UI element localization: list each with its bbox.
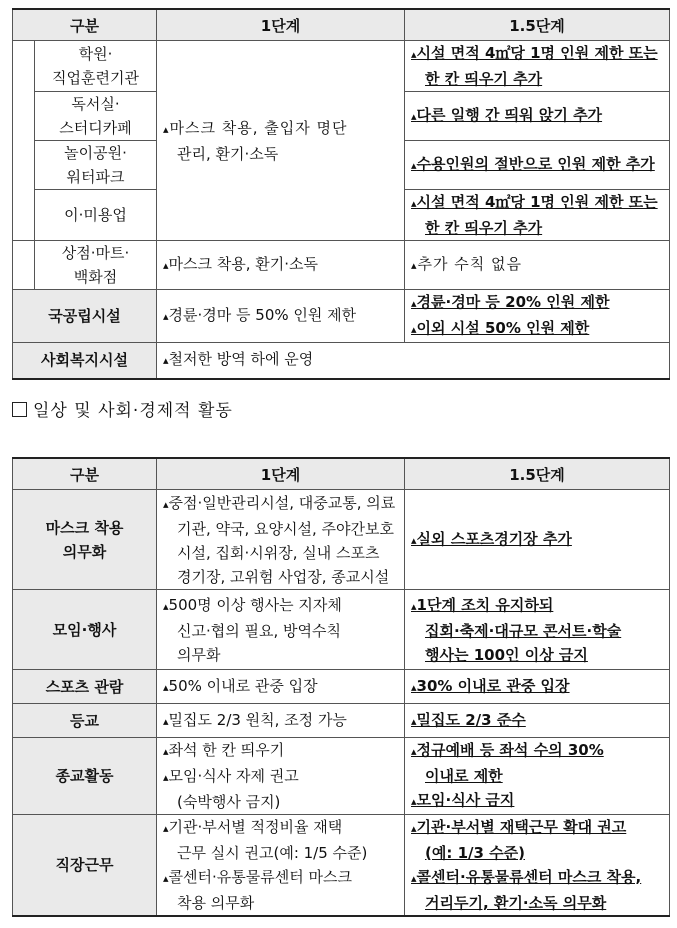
stage-1-5-cell: ▴ 실외 스포츠경기장 추가 bbox=[405, 490, 670, 590]
facility-label: 놀이공원· 워터파크 bbox=[35, 141, 157, 190]
stage-1-5-cell: ▴ 경륜·경마 등 20% 인원 제한 ▴ 이외 시설 50% 인원 제한 bbox=[405, 290, 670, 343]
table-row bbox=[13, 290, 670, 343]
stage-1-5-cell: ▴ 밀집도 2/3 준수 bbox=[405, 704, 670, 738]
facility-label: 학원· 직업훈련기관 bbox=[35, 41, 157, 92]
table-row bbox=[13, 815, 670, 917]
table-row bbox=[13, 343, 670, 379]
stage-1-cell: ▴ 50% 이내로 관중 입장 bbox=[157, 670, 405, 704]
stage-1-5-cell: ▴ 1단계 조치 유지하되 집회·축제·대규모 콘서트·학술 행사는 100인 이상 금지 bbox=[405, 590, 670, 670]
category-label: 마스크 착용 의무화 bbox=[13, 490, 157, 590]
category-label: 스포츠 관람 bbox=[13, 670, 157, 704]
table-row bbox=[13, 738, 670, 815]
facility-label: 상점·마트· 백화점 bbox=[35, 241, 157, 290]
header-stage-1-5: 1.5단계 bbox=[405, 458, 670, 490]
category-label: 직장근무 bbox=[13, 815, 157, 917]
group-stage-1: ▴ 마스크 착용, 출입자 명단 관리, 환기·소독 bbox=[157, 41, 405, 241]
stage-1-cell: ▴ 중점·일반관리시설, 대중교통, 의료 기관, 약국, 요양시설, 주야간보호 시설, 집회·시위장, 실내 스포츠 경기장, 고위험 사업장, 종교시설 bbox=[157, 490, 405, 590]
table-row bbox=[13, 490, 670, 590]
stage-1-cell: ▴ 마스크 착용, 환기·소독 bbox=[157, 241, 405, 290]
stage-1-5-cell: ▴ 정규예배 등 좌석 수의 30% 이내로 제한 ▴ 모임·식사 금지 bbox=[405, 738, 670, 815]
row-spacer bbox=[13, 41, 35, 241]
table-row bbox=[13, 41, 670, 92]
header-stage-1: 1단계 bbox=[157, 458, 405, 490]
header-category: 구분 bbox=[13, 458, 157, 490]
table-row bbox=[13, 670, 670, 704]
stage-1-5-cell: ▴ 추가 수칙 없음 bbox=[405, 241, 670, 290]
stage-1-5-cell: ▴ 기관·부서별 재택근무 확대 권고 (예: 1/3 수준) ▴ 콜센터·유통물류센터 마스크 착용, 거리두기, 환기·소독 의무화 bbox=[405, 815, 670, 917]
category-label: 국공립시설 bbox=[13, 290, 157, 343]
section-heading: 일상 및 사회·경제적 활동 bbox=[12, 398, 233, 424]
checkbox-square-icon bbox=[12, 402, 27, 417]
stage-1-cell: ▴ 경륜·경마 등 50% 인원 제한 bbox=[157, 290, 405, 343]
category-label: 종교활동 bbox=[13, 738, 157, 815]
category-label: 모임·행사 bbox=[13, 590, 157, 670]
stage-1-5-cell: ▴ 시설 면적 4㎡당 1명 인원 제한 또는 한 칸 띄우기 추가 bbox=[405, 190, 670, 241]
stage-1-5-cell: ▴ 수용인원의 절반으로 인원 제한 추가 bbox=[405, 141, 670, 190]
table-row bbox=[13, 704, 670, 738]
header-stage-1: 1단계 bbox=[157, 9, 405, 41]
stage-1-cell: ▴ 밀집도 2/3 원칙, 조정 가능 bbox=[157, 704, 405, 738]
category-label: 사회복지시설 bbox=[13, 343, 157, 379]
header-stage-1-5: 1.5단계 bbox=[405, 9, 670, 41]
stage-1-cell: ▴ 500명 이상 행사는 지자체 신고·협의 필요, 방역수칙 의무화 bbox=[157, 590, 405, 670]
stage-1-cell: ▴ 좌석 한 칸 띄우기 ▴ 모임·식사 자제 권고 (숙박행사 금지) bbox=[157, 738, 405, 815]
row-spacer bbox=[13, 241, 35, 290]
facility-rules-table bbox=[12, 8, 670, 380]
facility-label: 이·미용업 bbox=[35, 190, 157, 241]
stage-1-cell: ▴ 철저한 방역 하에 운영 bbox=[157, 343, 670, 379]
header-category: 구분 bbox=[13, 9, 157, 41]
stage-1-5-cell: ▴ 30% 이내로 관중 입장 bbox=[405, 670, 670, 704]
category-label: 등교 bbox=[13, 704, 157, 738]
table-row bbox=[13, 241, 670, 290]
facility-label: 독서실· 스터디카페 bbox=[35, 92, 157, 141]
activity-rules-table bbox=[12, 457, 670, 917]
table-row bbox=[13, 590, 670, 670]
stage-1-5-cell: ▴ 시설 면적 4㎡당 1명 인원 제한 또는 한 칸 띄우기 추가 bbox=[405, 41, 670, 92]
stage-1-5-cell: ▴ 다른 일행 간 띄워 앉기 추가 bbox=[405, 92, 670, 141]
stage-1-cell: ▴ 기관·부서별 적정비율 재택 근무 실시 권고(예: 1/5 수준) ▴ 콜센터·유통물류센터 마스크 착용 의무화 bbox=[157, 815, 405, 917]
